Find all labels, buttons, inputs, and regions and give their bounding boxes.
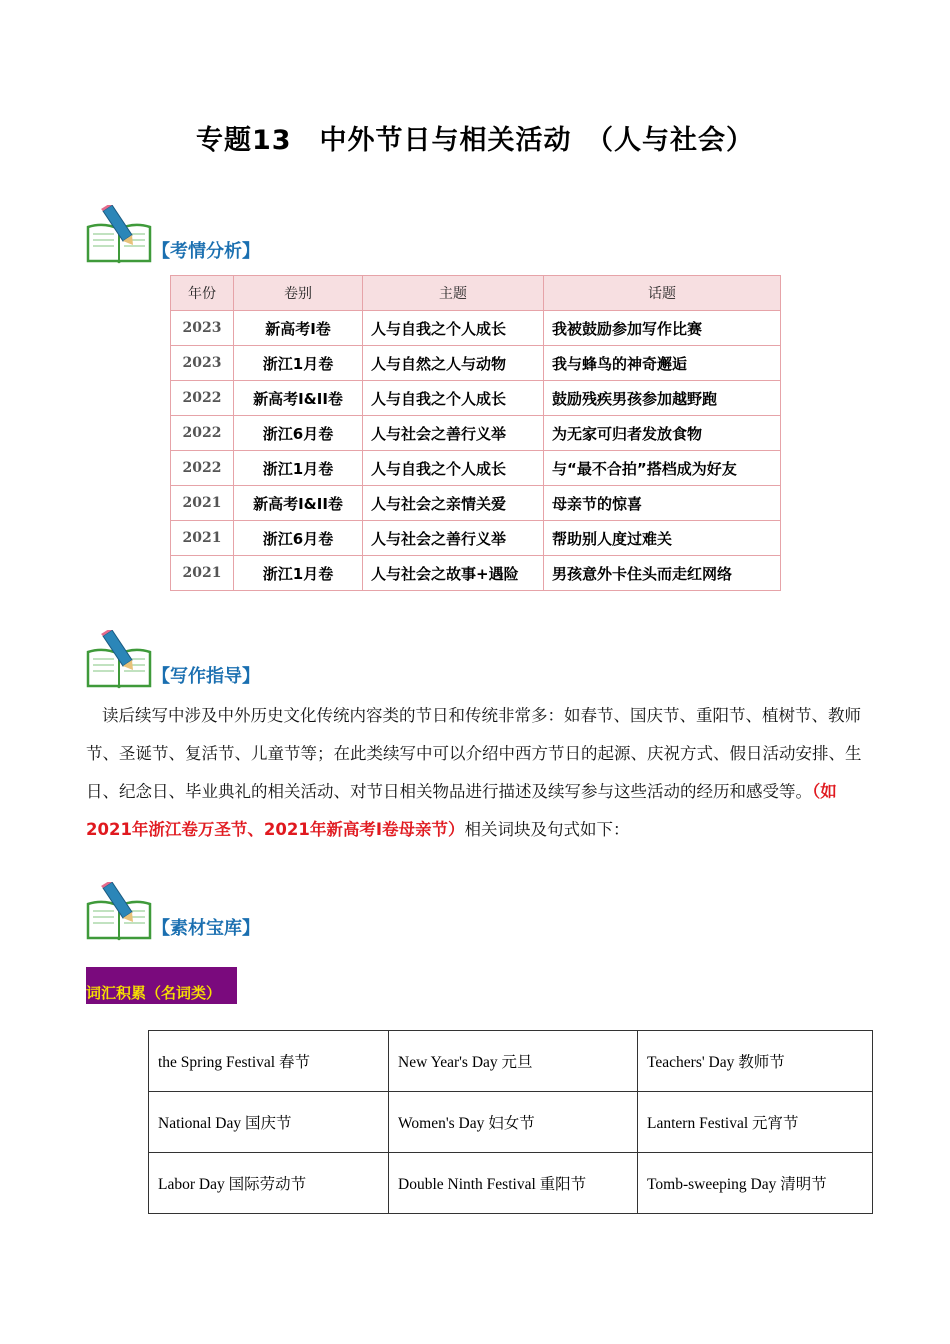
section-materials — [86, 882, 486, 942]
section-guidance — [86, 630, 486, 690]
cell-year: 2023 — [171, 311, 234, 346]
vocab-table — [148, 1030, 873, 1214]
cell-year: 2022 — [171, 451, 234, 486]
cell-year: 2021 — [171, 556, 234, 591]
cell-topic: 与“最不合拍”搭档成为好友 — [544, 451, 781, 486]
table-row — [171, 521, 781, 556]
cell-year: 2022 — [171, 381, 234, 416]
cell-paper: 新高考I&II卷 — [234, 486, 363, 521]
cell-theme: 人与自然之人与动物 — [363, 346, 544, 381]
vocab-cell: Women's Day 妇女节 — [389, 1092, 638, 1153]
section-title-guidance: 【写作指导】 — [152, 666, 260, 687]
open-book-pencil-icon — [86, 205, 152, 265]
cell-theme: 人与社会之善行义举 — [363, 521, 544, 556]
guidance-highlight: （如2021年浙江卷万圣节、2021年新高考I卷母亲节） — [86, 782, 837, 839]
vocab-cell: Lantern Festival 元宵节 — [638, 1092, 873, 1153]
cell-topic: 鼓励残疾男孩参加越野跑 — [544, 381, 781, 416]
cell-year: 2021 — [171, 486, 234, 521]
vocab-category-label: 词汇积累（名词类） — [86, 984, 222, 1002]
table-row — [171, 486, 781, 521]
col-header-theme: 主题 — [363, 276, 544, 311]
cell-topic: 我被鼓励参加写作比赛 — [544, 311, 781, 346]
cell-paper: 新高考I&II卷 — [234, 381, 363, 416]
vocab-cell: New Year's Day 元旦 — [389, 1031, 638, 1092]
table-row — [149, 1031, 873, 1092]
table-row — [149, 1153, 873, 1214]
vocab-cell: the Spring Festival 春节 — [149, 1031, 389, 1092]
cell-theme: 人与自我之个人成长 — [363, 381, 544, 416]
col-header-year: 年份 — [171, 276, 234, 311]
guidance-text: 读后续写中涉及中外历史文化传统内容类的节日和传统非常多：如春节、国庆节、重阳节、植树节、教师节、圣诞节、复活节、儿童节等；在此类续写中可以介绍中西方节日的起源、庆祝方式、假日活动安排、生日、纪念日、毕业典礼的相关活动、对节日相关物品进行描述及续写参与这些活动的经历和感受等。 — [86, 706, 862, 801]
guidance-text-tail: 相关词块及句式如下： — [464, 820, 630, 839]
table-header-row — [171, 276, 781, 311]
cell-year: 2021 — [171, 521, 234, 556]
cell-topic: 母亲节的惊喜 — [544, 486, 781, 521]
table-row — [171, 381, 781, 416]
cell-theme: 人与社会之亲情关爱 — [363, 486, 544, 521]
section-title-materials: 【素材宝库】 — [152, 918, 260, 939]
cell-topic: 我与蜂鸟的神奇邂逅 — [544, 346, 781, 381]
table-row — [171, 346, 781, 381]
vocab-cell: Double Ninth Festival 重阳节 — [389, 1153, 638, 1214]
cell-year: 2023 — [171, 346, 234, 381]
cell-topic: 帮助别人度过难关 — [544, 521, 781, 556]
vocab-cell: Labor Day 国际劳动节 — [149, 1153, 389, 1214]
page-title: 专题13 中外节日与相关活动 （人与社会） — [195, 125, 755, 156]
table-row — [171, 416, 781, 451]
vocab-cell: National Day 国庆节 — [149, 1092, 389, 1153]
cell-paper: 浙江1月卷 — [234, 556, 363, 591]
vocab-cell: Teachers' Day 教师节 — [638, 1031, 873, 1092]
cell-topic: 为无家可归者发放食物 — [544, 416, 781, 451]
cell-paper: 新高考I卷 — [234, 311, 363, 346]
cell-theme: 人与社会之善行义举 — [363, 416, 544, 451]
cell-theme: 人与社会之故事+遇险 — [363, 556, 544, 591]
cell-theme: 人与自我之个人成长 — [363, 311, 544, 346]
cell-paper: 浙江6月卷 — [234, 521, 363, 556]
vocab-category-tag — [86, 967, 237, 1004]
col-header-paper: 卷别 — [234, 276, 363, 311]
table-row — [171, 451, 781, 486]
exam-analysis-table — [170, 275, 781, 591]
open-book-pencil-icon — [86, 882, 152, 942]
cell-year: 2022 — [171, 416, 234, 451]
vocab-cell: Tomb-sweeping Day 清明节 — [638, 1153, 873, 1214]
cell-paper: 浙江6月卷 — [234, 416, 363, 451]
section-analysis — [86, 205, 486, 265]
col-header-topic: 话题 — [544, 276, 781, 311]
table-row — [171, 311, 781, 346]
cell-theme: 人与自我之个人成长 — [363, 451, 544, 486]
cell-paper: 浙江1月卷 — [234, 451, 363, 486]
table-row — [171, 556, 781, 591]
open-book-pencil-icon — [86, 630, 152, 690]
guidance-paragraph — [86, 697, 865, 849]
section-title-analysis: 【考情分析】 — [152, 241, 260, 262]
cell-topic: 男孩意外卡住头而走红网络 — [544, 556, 781, 591]
table-row — [149, 1092, 873, 1153]
cell-paper: 浙江1月卷 — [234, 346, 363, 381]
